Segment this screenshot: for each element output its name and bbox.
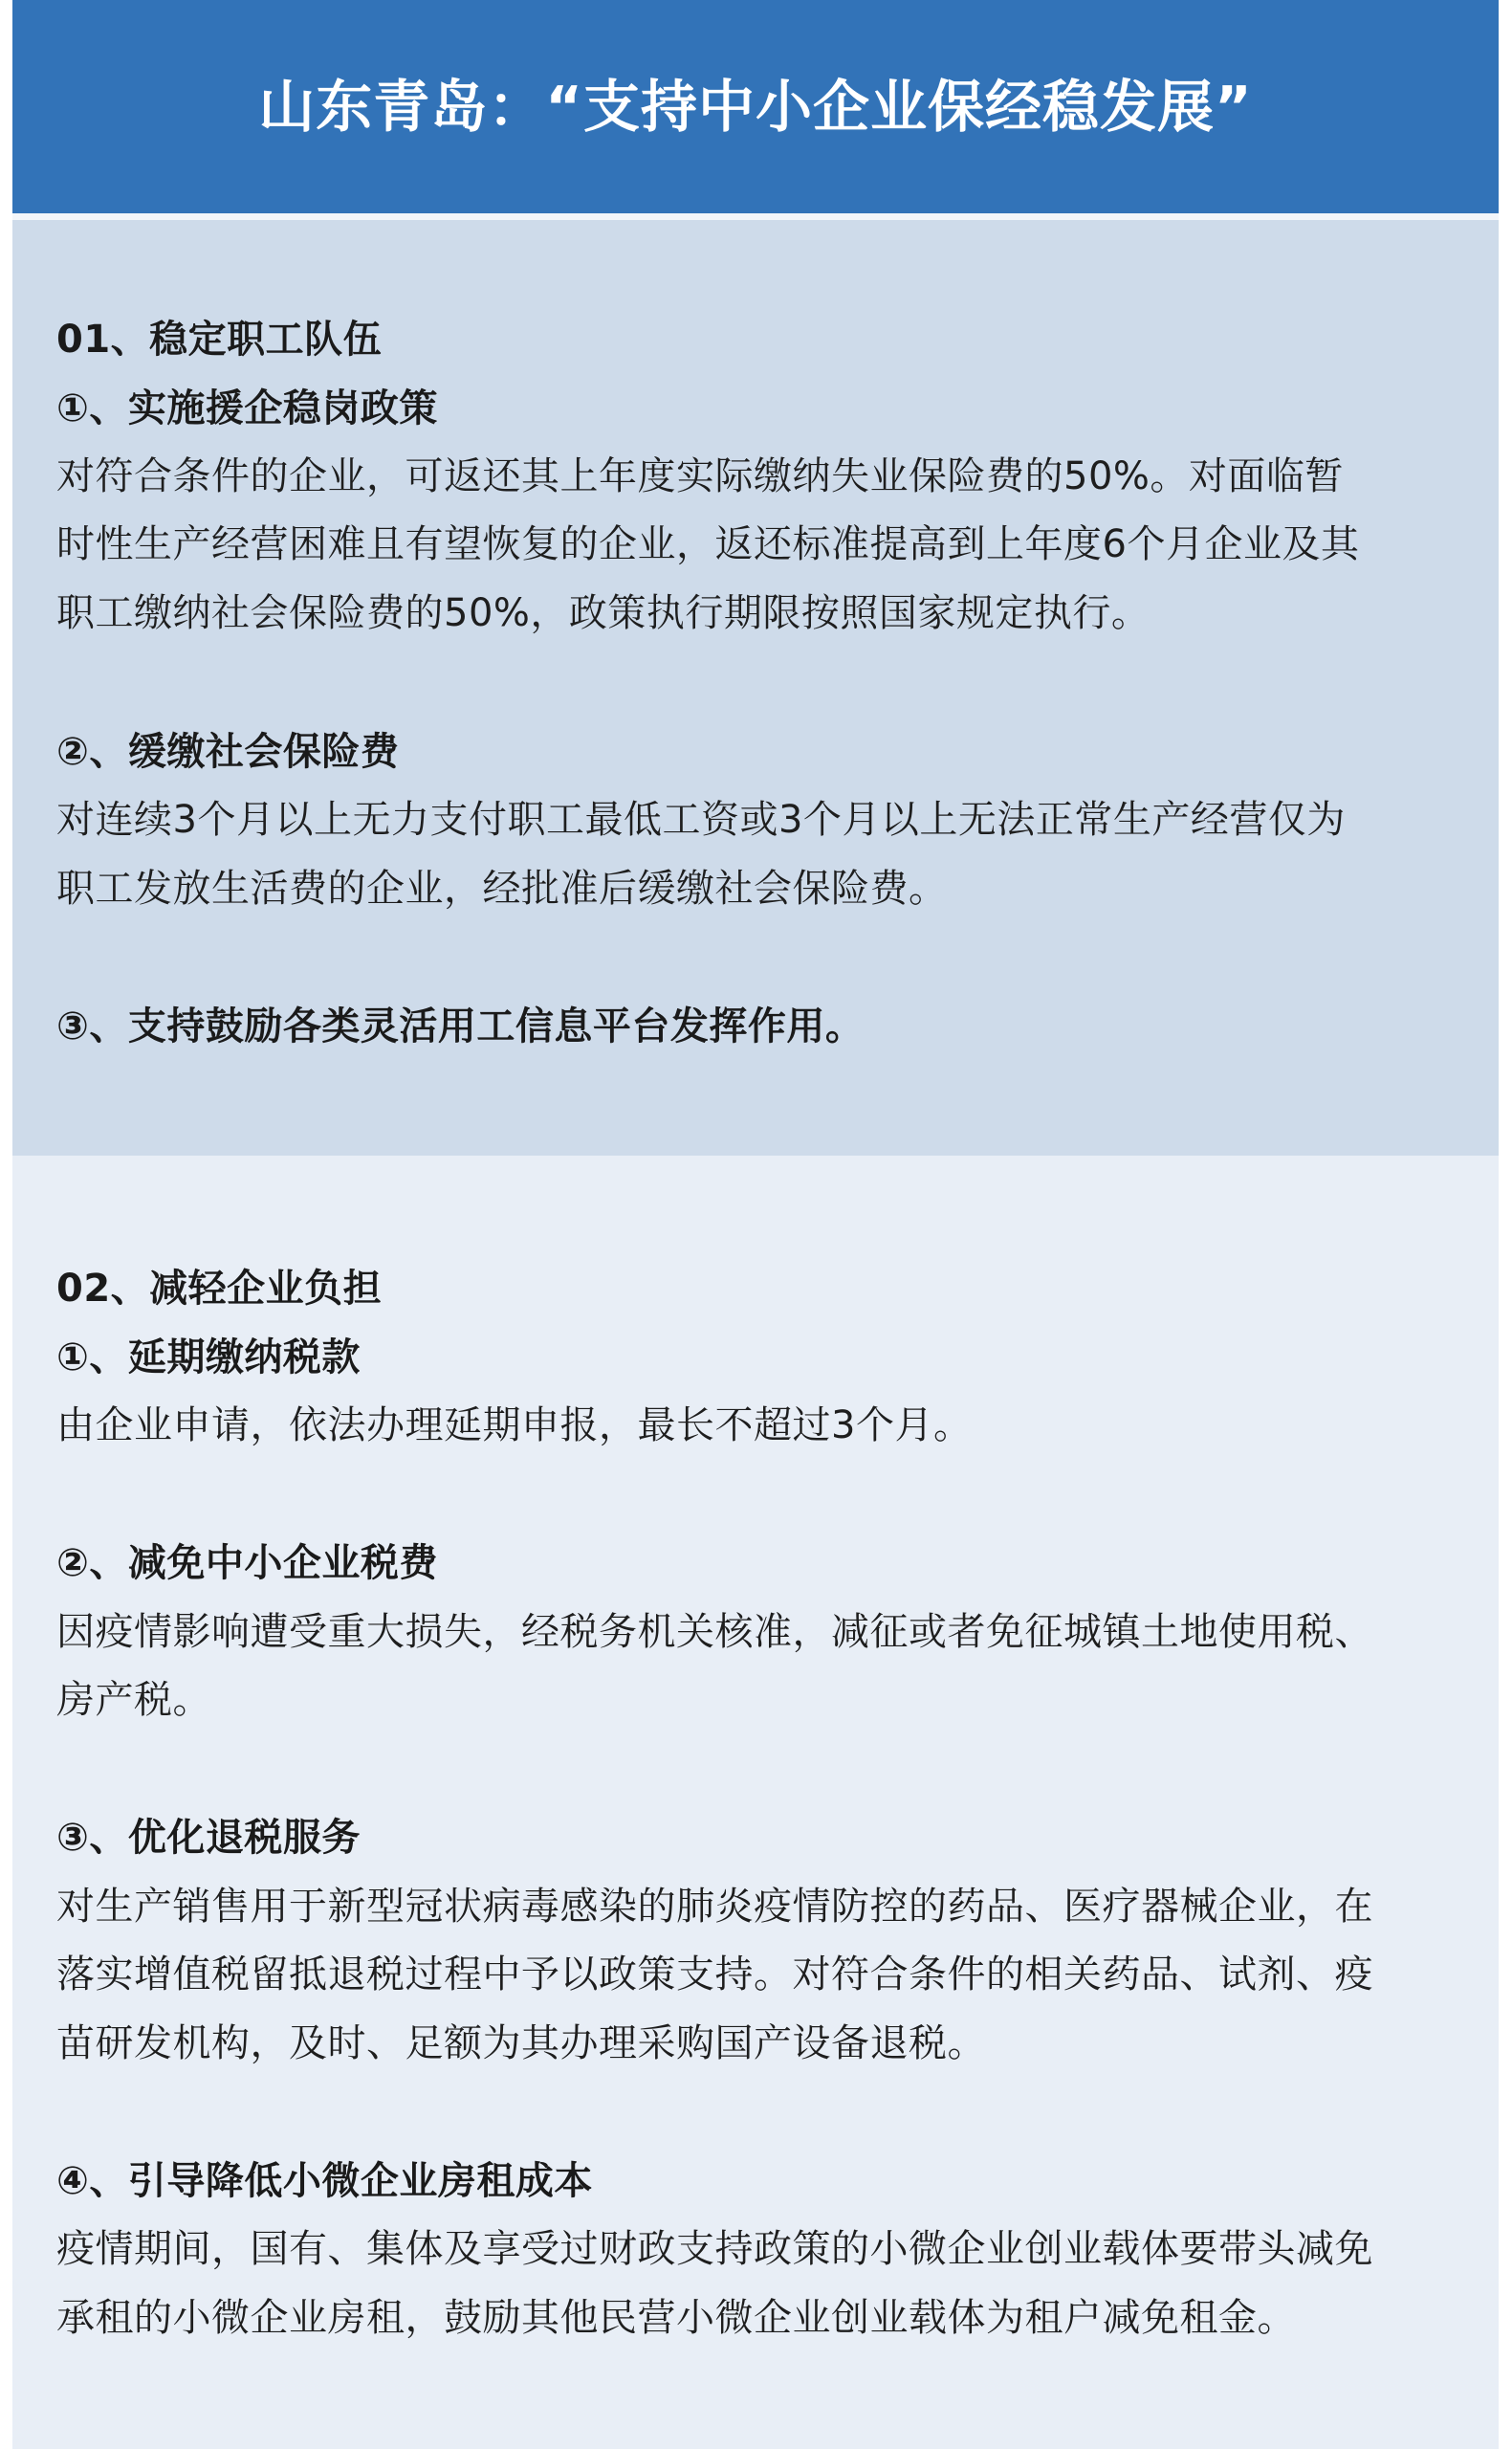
item-text-line: 由企业申请，依法办理延期申报，最长不超过3个月。 [56,1403,973,1447]
section-panel-stabilize-workforce [12,220,1499,1156]
item-text-line: 承租的小微企业房租，鼓励其他民营小微企业创业载体为租户减免租金。 [56,2296,1296,2340]
item-text-line: 对符合条件的企业，可返还其上年度实际缴纳失业保险费的50%。对面临暂 [56,454,1344,498]
item-title: ③、支持鼓励各类灵活用工信息平台发挥作用。 [56,1004,865,1048]
item-text-line: 苗研发机构，及时、足额为其办理采购国产设备退税。 [56,2021,986,2065]
section-heading: 01、稳定职工队伍 [56,318,383,362]
item-text-line: 时性生产经营困难且有望恢复的企业，返还标准提高到上年度6个月企业及其 [56,522,1360,566]
title-banner [12,0,1499,213]
item-text-line: 落实增值税留抵退税过程中予以政策支持。对符合条件的相关药品、试剂、疫 [56,1953,1373,1997]
item-title: ②、减免中小企业税费 [56,1541,438,1585]
item-title: ③、优化退税服务 [56,1816,361,1860]
section-panel-reduce-burden [12,1156,1499,2449]
section-heading: 02、减轻企业负担 [56,1267,383,1311]
item-text-line: 因疫情影响遭受重大损失，经税务机关核准，减征或者免征城镇土地使用税、 [56,1610,1373,1654]
banner-divider [12,213,1499,220]
item-text-line: 房产税。 [56,1678,211,1722]
article-card [12,0,1499,2449]
page-title: 山东青岛：“支持中小企业保经稳发展” [258,74,1253,140]
item-text-line: 职工缴纳社会保险费的50%，政策执行期限按照国家规定执行。 [56,591,1150,635]
item-text-line: 职工发放生活费的企业，经批准后缓缴社会保险费。 [56,867,948,911]
item-text-line: 对生产销售用于新型冠状病毒感染的肺炎疫情防控的药品、医疗器械企业，在 [56,1885,1373,1929]
item-text-line: 对连续3个月以上无力支付职工最低工资或3个月以上无法正常生产经营仅为 [56,798,1346,842]
item-title: ①、延期缴纳税款 [56,1335,361,1379]
item-title: ④、引导降低小微企业房租成本 [56,2159,593,2203]
item-text-line: 疫情期间，国有、集体及享受过财政支持政策的小微企业创业载体要带头减免 [56,2227,1373,2271]
item-title: ②、缓缴社会保险费 [56,730,400,774]
item-title: ①、实施援企稳岗政策 [56,386,438,430]
